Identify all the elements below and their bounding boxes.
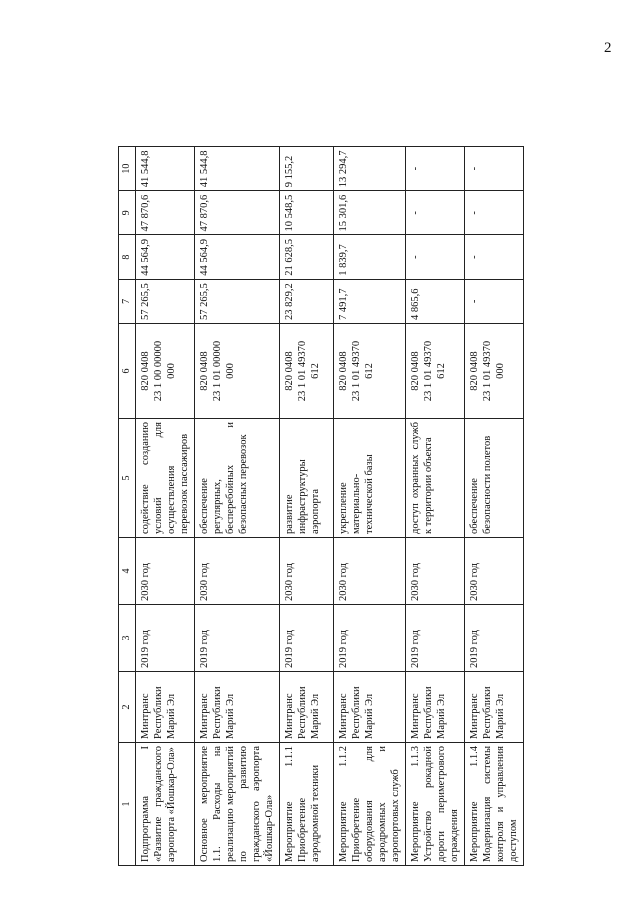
start-year: 2019 год <box>280 605 334 672</box>
value-col7: 57 265,5 <box>195 279 280 323</box>
executor: Минтранс Республики Марий Эл <box>406 672 465 743</box>
activity-name: Мероприятие 1.1.2 Приобретение оборудования для аэродромных и аэропортовых служб <box>334 743 406 866</box>
activity-name: Мероприятие 1.1.3 Устройство рокадной дороги периметрового ограждения <box>406 743 465 866</box>
program-table <box>118 146 524 866</box>
value-col10: 9 155,2 <box>280 147 334 191</box>
header-cell: 2 <box>119 672 136 743</box>
budget-code-line: 23 1 01 49370 <box>423 340 434 402</box>
executor: Минтранс Республики Марий Эл <box>136 672 195 743</box>
table-row <box>334 147 406 866</box>
value-col9: 10 548,5 <box>280 191 334 235</box>
budget-code <box>334 324 406 419</box>
expected-result: развитие инфраструктуры аэропорта <box>280 419 334 538</box>
budget-code-line: 23 1 01 49370 <box>297 340 308 402</box>
value-col8: 44 564,9 <box>195 235 280 279</box>
end-year: 2030 год <box>195 538 280 605</box>
header-cell: 1 <box>119 743 136 866</box>
value-col9: 47 870,6 <box>136 191 195 235</box>
activity-name: Подпрограмма I «Развитие гражданского аэропорта «Йошкар-Ола» <box>136 743 195 866</box>
start-year: 2019 год <box>406 605 465 672</box>
expected-result: содействие созданию условий для осуществления перевозок пассажиров <box>136 419 195 538</box>
table-row <box>280 147 334 866</box>
header-cell: 6 <box>119 324 136 419</box>
table-row <box>406 147 465 866</box>
activity-name: Основное мероприятие 1.1. Расходы на реализацию мероприятий по развитию гражданского аэропорта «Йошкар-Ола» <box>195 743 280 866</box>
value-col9: - <box>465 191 524 235</box>
value-col10: 41 544,8 <box>195 147 280 191</box>
budget-code-line: 612 <box>436 363 447 379</box>
value-col8: 1 839,7 <box>334 235 406 279</box>
budget-code-line: 23 1 01 49370 <box>351 340 362 402</box>
value-col7: 57 265,5 <box>136 279 195 323</box>
end-year: 2030 год <box>280 538 334 605</box>
value-col8: - <box>406 235 465 279</box>
budget-code-line: 000 <box>166 363 177 379</box>
budget-code-line: 612 <box>310 363 321 379</box>
header-cell: 4 <box>119 538 136 605</box>
value-col8: 44 564,9 <box>136 235 195 279</box>
start-year: 2019 год <box>136 605 195 672</box>
end-year: 2030 год <box>136 538 195 605</box>
expected-result: доступ охранных служб к территории объекта <box>406 419 465 538</box>
value-col10: - <box>406 147 465 191</box>
header-cell: 9 <box>119 191 136 235</box>
budget-code-line: 000 <box>225 363 236 379</box>
budget-code-line: 612 <box>364 363 375 379</box>
header-cell: 3 <box>119 605 136 672</box>
expected-result: укрепление материально-технической базы <box>334 419 406 538</box>
start-year: 2019 год <box>465 605 524 672</box>
end-year: 2030 год <box>465 538 524 605</box>
value-col7: 4 865,6 <box>406 279 465 323</box>
table-row <box>195 147 280 866</box>
end-year: 2030 год <box>406 538 465 605</box>
budget-code-line: 820 0408 <box>469 351 480 391</box>
budget-code-line: 820 0408 <box>140 351 151 391</box>
budget-code <box>136 324 195 419</box>
start-year: 2019 год <box>334 605 406 672</box>
executor: Минтранс Республики Марий Эл <box>195 672 280 743</box>
header-cell: 10 <box>119 147 136 191</box>
budget-code <box>195 324 280 419</box>
budget-code-line: 820 0408 <box>284 351 295 391</box>
budget-code-line: 23 1 01 49370 <box>482 340 493 402</box>
executor: Минтранс Республики Марий Эл <box>280 672 334 743</box>
budget-code <box>465 324 524 419</box>
value-col9: - <box>406 191 465 235</box>
budget-code-line: 820 0408 <box>338 351 349 391</box>
executor: Минтранс Республики Марий Эл <box>465 672 524 743</box>
activity-name: Мероприятие 1.1.4 Модернизация системы контроля и управления доступом <box>465 743 524 866</box>
value-col10: 41 544,8 <box>136 147 195 191</box>
header-cell: 5 <box>119 419 136 538</box>
budget-code <box>280 324 334 419</box>
value-col7: 23 829,2 <box>280 279 334 323</box>
budget-code-line: 820 0408 <box>410 351 421 391</box>
value-col9: 15 301,6 <box>334 191 406 235</box>
executor: Минтранс Республики Марий Эл <box>334 672 406 743</box>
budget-code-line: 23 1 01 00000 <box>212 340 223 402</box>
expected-result: обеспечение регулярных, бесперебойных и безопасных перевозок <box>195 419 280 538</box>
budget-code-line: 000 <box>495 363 506 379</box>
budget-code-line: 820 0408 <box>199 351 210 391</box>
value-col7: 7 491,7 <box>334 279 406 323</box>
activity-name: Мероприятие 1.1.1 Приобретение аэродромной техники <box>280 743 334 866</box>
expected-result: обеспечение безопасности полетов <box>465 419 524 538</box>
value-col10: 13 294,7 <box>334 147 406 191</box>
value-col8: 21 628,5 <box>280 235 334 279</box>
rotated-table-wrapper <box>118 146 519 866</box>
value-col9: 47 870,6 <box>195 191 280 235</box>
header-cell: 8 <box>119 235 136 279</box>
table-row <box>136 147 195 866</box>
budget-code-line: 23 1 00 00000 <box>153 340 164 402</box>
start-year: 2019 год <box>195 605 280 672</box>
table-header-row <box>119 147 136 866</box>
budget-code <box>406 324 465 419</box>
value-col7: - <box>465 279 524 323</box>
value-col10: - <box>465 147 524 191</box>
header-cell: 7 <box>119 279 136 323</box>
value-col8: - <box>465 235 524 279</box>
end-year: 2030 год <box>334 538 406 605</box>
table-row <box>465 147 524 866</box>
page-number: 2 <box>604 40 612 56</box>
